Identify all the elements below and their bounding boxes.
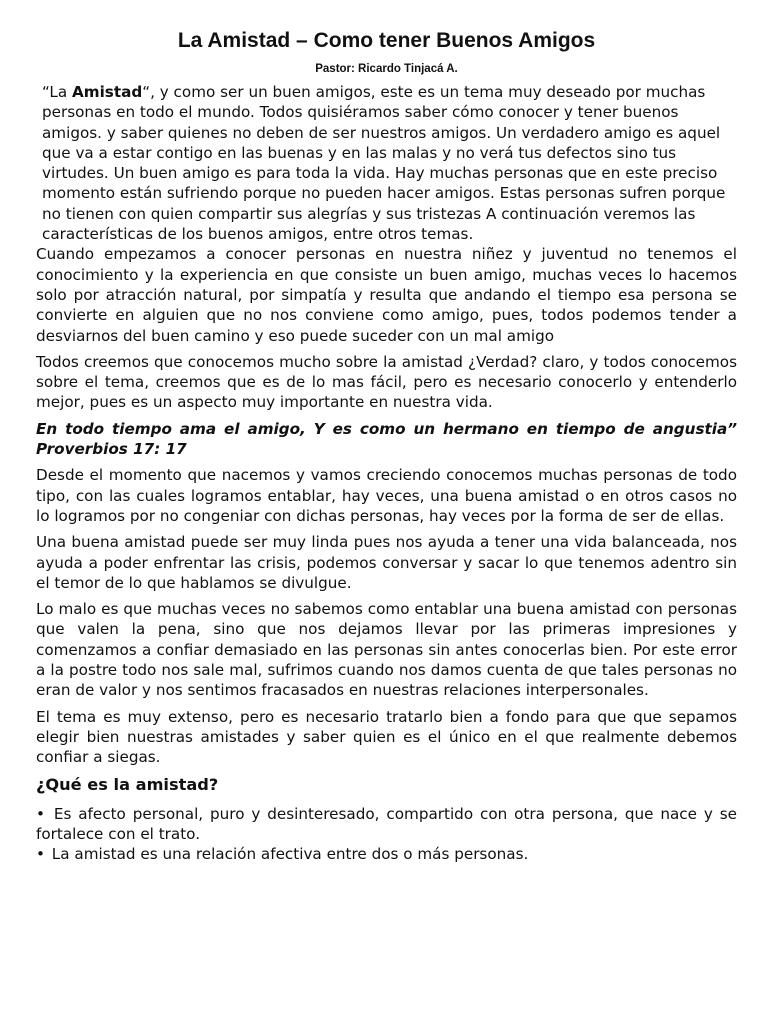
document-author: Pastor: Ricardo Tinjacá A. <box>315 63 458 75</box>
body-paragraph-3: Desde el momento que nacemos y vamos creciendo conocemos muchas personas de todo tipo, con las cuales logramos entablar, hay veces, una buena amistad o en otros casos no lo logramos por no congeniar con dichas personas, hay veces por la forma de ser de ellas. <box>36 466 737 525</box>
definition-item <box>36 804 737 845</box>
definition-list <box>36 804 737 865</box>
body-paragraph-5: Lo malo es que muchas veces no sabemos como entablar una buena amistad con personas que valen la pena, sino que nos dejamos llevar por las primeras impresiones y comenzamos a confiar demasiado en las personas sin antes conocerlas bien. Por este error a la postre todo nos sale mal, sufrimos cuando nos damos cuenta de que tales personas no eran de valor y nos sentimos fracasados en nuestras relaciones interpersonales. <box>36 600 737 700</box>
section-heading: ¿Qué es la amistad? <box>36 774 219 794</box>
intro-rest: “, y como ser un buen amigos, este es un tema muy deseado por muchas personas en todo el mundo. Todos quisiéramos saber cómo conocer y tener buenos amigos. y saber quienes no deben de ser nuestros amigos. Un verdadero amigo es aquel que va a estar contigo en las buenas y en las malas y no verá tus defectos sino tus virtudes. Un buen amigo es para toda la vida. Hay muchas personas que en este preciso momento están sufriendo porque no pueden hacer amigos. Estas personas sufren porque no tienen con quien compartir sus alegrías y sus tristezas A continuación veremos las características de los buenos amigos, entre otros temas. <box>42 83 726 244</box>
bullet-icon: • <box>36 804 45 823</box>
body-paragraph-1: Cuando empezamos a conocer personas en nuestra niñez y juventud no tenemos el conocimiento y la experiencia en que consiste un buen amigo, muchas veces lo hacemos solo por atracción natural, por simpatía y resulta que andando el tiempo esa persona se convierte en alguien que no nos conviene como amigo, pues, todos podemos tender a desviarnos del buen camino y eso puede suceder con un mal amigo <box>36 245 737 345</box>
definition-text: Es afecto personal, puro y desinteresado, compartido con otra persona, que nace y se fortalece con el trato. <box>36 804 738 843</box>
definition-item <box>36 844 737 864</box>
body-paragraph-2: Todos creemos que conocemos mucho sobre la amistad ¿Verdad? claro, y todos conocemos sobre el tema, creemos que es de lo mas fácil, pero es necesario conocerlo y entenderlo mejor, pues es un aspecto muy importante en nuestra vida. <box>36 352 737 412</box>
bible-verse: En todo tiempo ama el amigo, Y es como un hermano en tiempo de angustia” Proverbios 17: 17 <box>36 419 737 459</box>
body-paragraph-4: Una buena amistad puede ser muy linda pues nos ayuda a tener una vida balanceada, nos ayuda a poder enfrentar las crisis, podemos conversar y sacar lo que tenemos adentro sin el temor de lo que hablamos se divulgue. <box>36 533 737 592</box>
intro-open-quote: “La <box>42 83 72 101</box>
body-paragraph-6: El tema es muy extenso, pero es necesario tratarlo bien a fondo para que que sepamos elegir bien nuestras amistades y saber quien es el único en el que realmente debemos confiar a siegas. <box>36 707 737 767</box>
definition-text: La amistad es una relación afectiva entre dos o más personas. <box>51 845 529 864</box>
intro-bold-word: Amistad <box>72 83 143 101</box>
document-title: La Amistad – Como tener Buenos Amigos <box>177 29 596 52</box>
bullet-icon: • <box>36 845 45 864</box>
intro-paragraph <box>36 82 737 244</box>
document-page <box>36 28 737 864</box>
